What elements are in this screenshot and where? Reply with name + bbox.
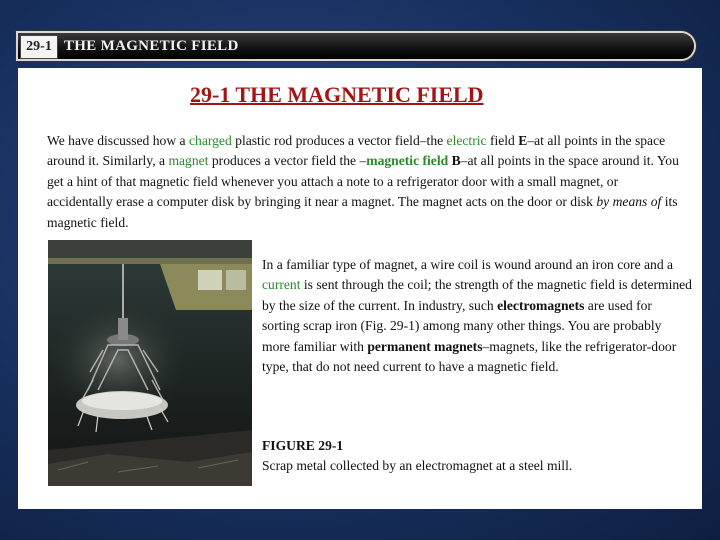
- figure-label: FIGURE 29-1: [262, 438, 344, 453]
- term-magnet: magnet: [168, 153, 209, 169]
- intro-text-4: –at all points in the space around it. Similarly, a: [47, 133, 666, 169]
- intro-paragraph: [47, 131, 687, 233]
- intro-text-3: field: [486, 133, 519, 148]
- symbol-E: E: [518, 133, 528, 148]
- term-charged: charged: [188, 133, 232, 148]
- intro-text-1: We have discussed how a: [47, 133, 189, 148]
- term-electromagnets: electromagnets: [497, 297, 585, 313]
- intro-text-2: plastic rod produces a vector field–the: [231, 133, 447, 148]
- body-text-1: In a familiar type of magnet, a wire coil is wound around an iron core and a: [262, 257, 674, 272]
- intro-text-7: –at all points in the space around it. You get a hint of that magnetic field whenever you attach a note to a refrigerator door with a small magnet, or accidentally erase a computer disk by bringing it near a magnet. The magnet acts on the door or disk: [47, 153, 679, 210]
- figure-caption: Scrap metal collected by an electromagnet at a steel mill.: [262, 458, 573, 473]
- intro-text-8: its magnetic field.: [47, 194, 678, 230]
- chapter-number-tab: 29-1: [20, 35, 58, 59]
- intro-text-5: produces a vector field the –: [208, 153, 367, 169]
- section-header-title: THE MAGNETIC FIELD: [64, 38, 239, 54]
- electromagnet-paragraph: [262, 255, 692, 377]
- term-electric: electric: [446, 133, 487, 148]
- term-current: current: [262, 277, 301, 293]
- electromagnet-scrap-illustration: [48, 240, 252, 486]
- body-text-4: –magnets, like the refrigerator-door type, that do not need current to have a magnetic field.: [262, 338, 677, 375]
- page-title: 29-1 THE MAGNETIC FIELD: [190, 82, 484, 107]
- phrase-by-means-of: by means of: [596, 194, 662, 210]
- term-magnetic-field: magnetic field: [366, 153, 449, 169]
- body-text-2: is sent through the coil; the strength of the magnetic field is determined by the size of the current. In industry, such: [262, 277, 692, 313]
- term-permanent-magnets: permanent magnets: [367, 338, 483, 354]
- figure-29-1-photo: [48, 240, 252, 486]
- symbol-B: B: [451, 153, 461, 169]
- body-text-3: are used for sorting scrap iron (Fig. 29-1) among many other things. You are probably more familiar with: [262, 297, 662, 354]
